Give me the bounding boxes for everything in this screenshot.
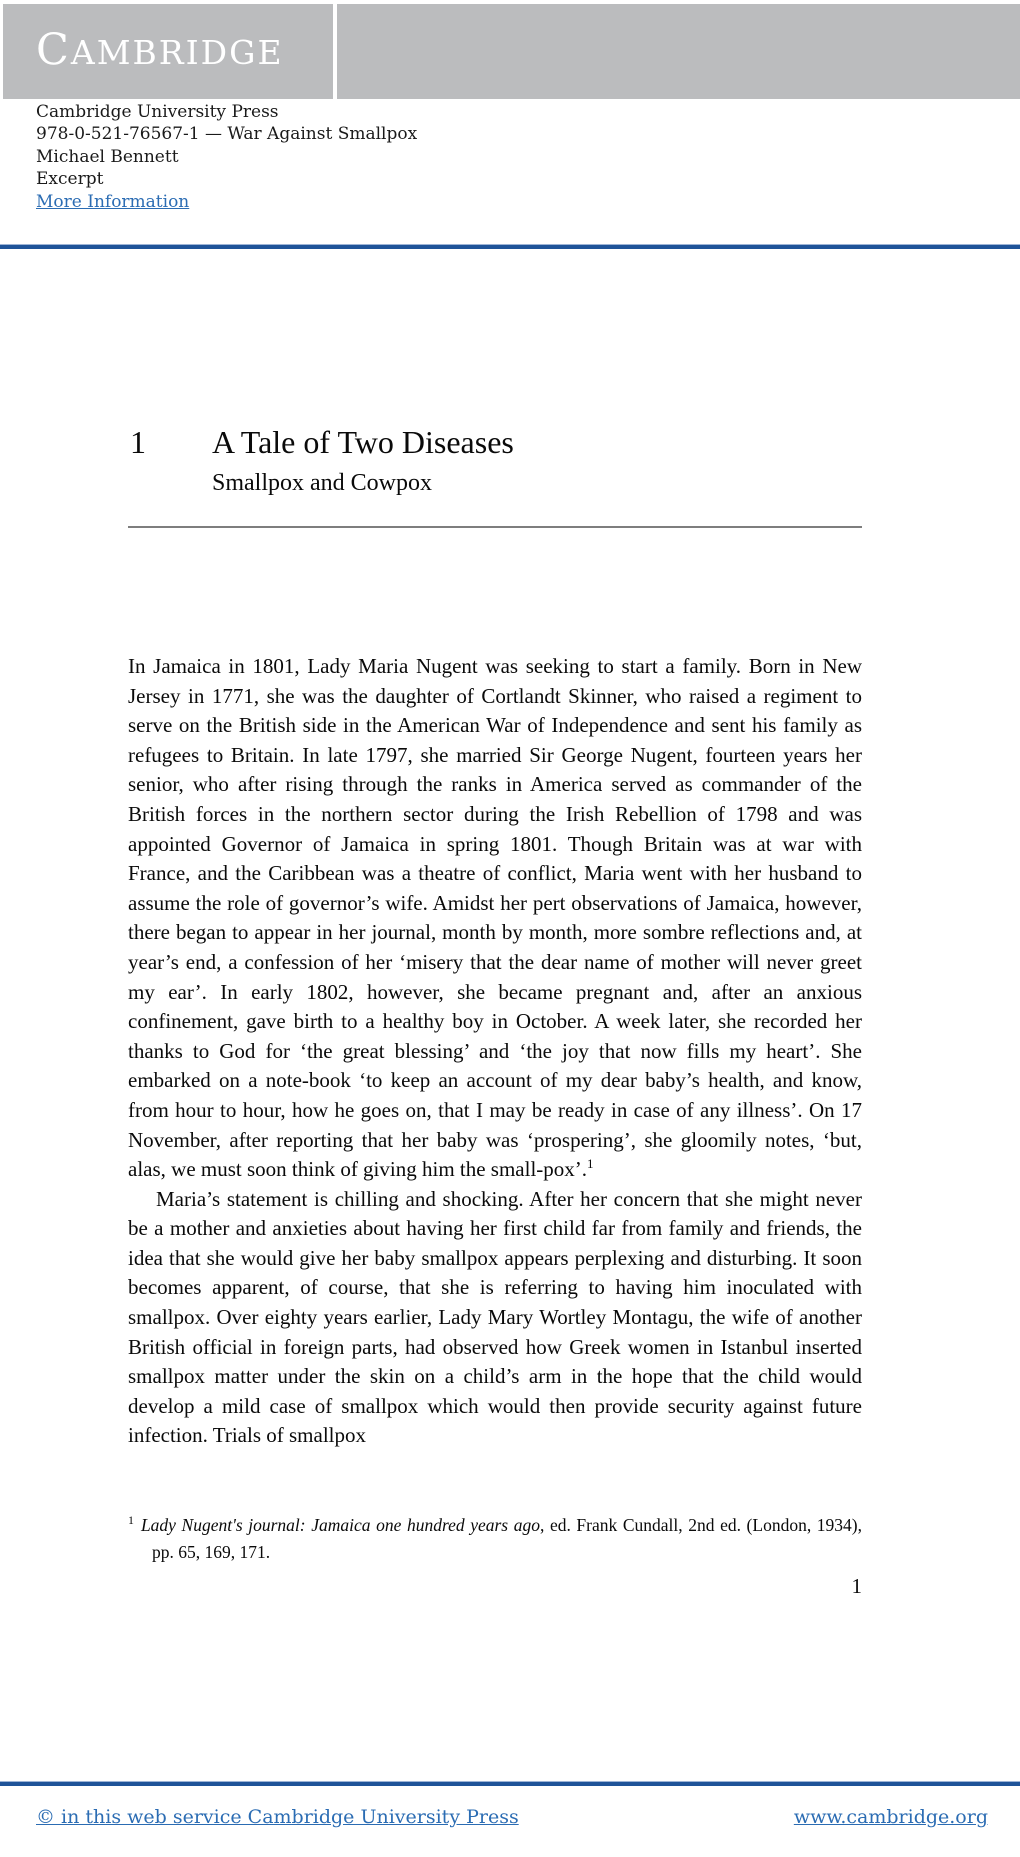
- paragraph-1: [128, 652, 862, 1185]
- cambridge-website-link[interactable]: www.cambridge.org: [793, 1806, 988, 1828]
- footnote-source-details: , ed. Frank Cundall, 2nd ed. (London, 1934), pp. 65, 169, 171.: [152, 1515, 862, 1562]
- section-label: Excerpt: [36, 169, 104, 190]
- author-name: Michael Bennett: [36, 146, 179, 167]
- isbn-title-line: 978-0-521-76567-1 — War Against Smallpox: [36, 124, 418, 145]
- masthead-gray-band-right: [337, 4, 1020, 99]
- page-number: 1: [851, 1574, 862, 1598]
- logo-initial: C: [36, 24, 71, 75]
- footnote: [128, 1512, 862, 1566]
- paragraph-2: Maria’s statement is chilling and shocking. After her concern that she might never be a mother and anxieties about having her first child far from family and friends, the idea that she would give her baby smallpox appears perplexing and disturbing. It soon becomes apparent, of course, that she is referring to having him inoculated with smallpox. Over eighty years earlier, Lady Mary Wortley Montagu, the wife of another British official in foreign parts, had observed how Greek women in Istanbul inserted smallpox matter under the skin on a child’s arm in the hope that the child would develop a mild case of smallpox which would then provide security against future infection. Trials of smallpox: [128, 1186, 862, 1448]
- footer-divider-rule: [0, 1781, 1020, 1786]
- chapter-number: 1: [130, 424, 146, 460]
- footnote-marker: 1: [128, 1513, 134, 1528]
- more-information-link[interactable]: More Information: [36, 191, 190, 212]
- chapter-subtitle: Smallpox and Cowpox: [212, 470, 432, 496]
- footnote-source-title: Lady Nugent's journal: Jamaica one hundred years ago: [140, 1515, 540, 1535]
- footnote-reference: 1: [587, 1156, 594, 1172]
- header-divider-rule: [0, 244, 1020, 249]
- paragraph-1-text: In Jamaica in 1801, Lady Maria Nugent was seeking to start a family. Born in New Jersey in 1771, she was the daughter of Cortlandt Skinner, who raised a regiment to serve on the British side in the American War of Independence and sent his family as refugees to Britain. In late 1797, she married Sir George Nugent, fourteen years her senior, who after rising through the ranks in America served as commander of the British forces in the northern sector during the Irish Rebellion of 1798 and was appointed Governor of Jamaica in spring 1801. Though Britain was at war with France, and the Caribbean was a theatre of conflict, Maria went with her husband to assume the role of governor’s wife. Amidst her pert observations of Jamaica, however, there began to appear in her journal, month by month, more sombre reflections and, at year’s end, a confession of her ‘misery that the dear name of mother will never greet my ear’. In early 1802, however, she became pregnant and, after an anxious confinement, gave birth to a healthy boy in October. A week later, she recorded her thanks to God for ‘the great blessing’ and ‘the joy that now fills my heart’. She embarked on a note-book ‘to keep an account of my dear baby’s health, and know, from hour to hour, how he goes on, that I may be ready in case of any illness’. On 17 November, after reporting that her baby was ‘prospering’, she gloomily notes, ‘but, alas, we must soon think of giving him the small-pox’.: [128, 654, 862, 1182]
- masthead-gray-band-left: [3, 4, 333, 99]
- copyright-service-link[interactable]: © in this web service Cambridge University Press: [36, 1806, 519, 1828]
- publisher-name: Cambridge University Press: [36, 102, 279, 122]
- cambridge-logo: [36, 25, 284, 75]
- publication-info: [36, 101, 417, 213]
- chapter-title: A Tale of Two Diseases: [212, 424, 514, 460]
- footer: [36, 1806, 988, 1828]
- chapter-heading-rule: [128, 526, 862, 528]
- logo-rest: AMBRIDGE: [70, 32, 284, 72]
- body-text: [128, 652, 862, 1451]
